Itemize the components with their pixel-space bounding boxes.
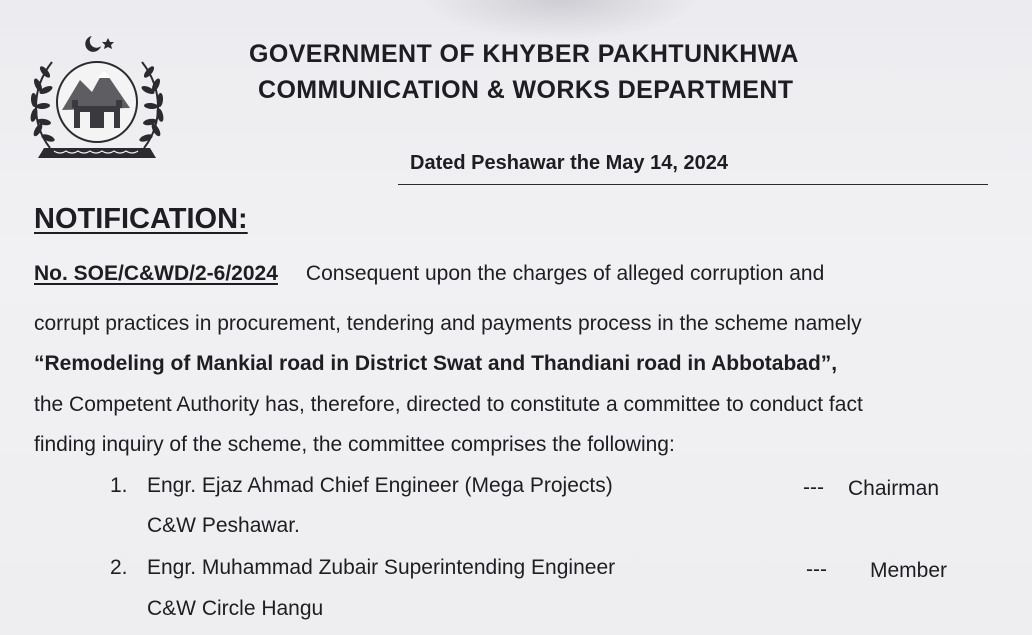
member-number: 2. (110, 556, 128, 579)
paragraph-line-2: corrupt practices in procurement, tendering and payments process in the scheme namely (34, 312, 862, 335)
department-title: COMMUNICATION & WORKS DEPARTMENT (258, 76, 794, 104)
paragraph-line-5: finding inquiry of the scheme, the committee comprises the following: (34, 433, 675, 456)
member-name: Engr. Muhammad Zubair Superintending Engineer (147, 556, 616, 579)
notification-heading: NOTIFICATION: (34, 203, 248, 235)
scheme-name (34, 352, 837, 376)
kp-government-emblem-icon (22, 30, 172, 170)
header-divider (398, 184, 988, 185)
member-location: C&W Circle Hangu (147, 597, 324, 620)
paragraph-line-1 (34, 262, 824, 286)
photo-shadow (420, 0, 700, 40)
government-title: GOVERNMENT OF KHYBER PAKHTUNKHWA (249, 40, 799, 68)
member-role: Chairman (848, 477, 940, 500)
member-location: C&W Peshawar. (147, 514, 300, 537)
member-name: Engr. Ejaz Ahmad Chief Engineer (Mega Projects) (147, 474, 613, 497)
member-dash: --- (803, 476, 824, 499)
member-dash: --- (806, 558, 827, 581)
date-line: Dated Peshawar the May 14, 2024 (410, 152, 728, 174)
member-number: 1. (110, 474, 128, 497)
reference-number: No. SOE/C&WD/2-6/2024 (34, 262, 278, 285)
paragraph-line-1-text: Consequent upon the charges of alleged corruption and (305, 262, 825, 285)
scheme-name-text: “Remodeling of Mankial road in District Swat and Thandiani road in Abbotabad”, (34, 352, 838, 375)
member-role: Member (870, 559, 948, 582)
paragraph-line-4: the Competent Authority has, therefore, directed to constitute a committee to conduct fact (34, 393, 863, 416)
